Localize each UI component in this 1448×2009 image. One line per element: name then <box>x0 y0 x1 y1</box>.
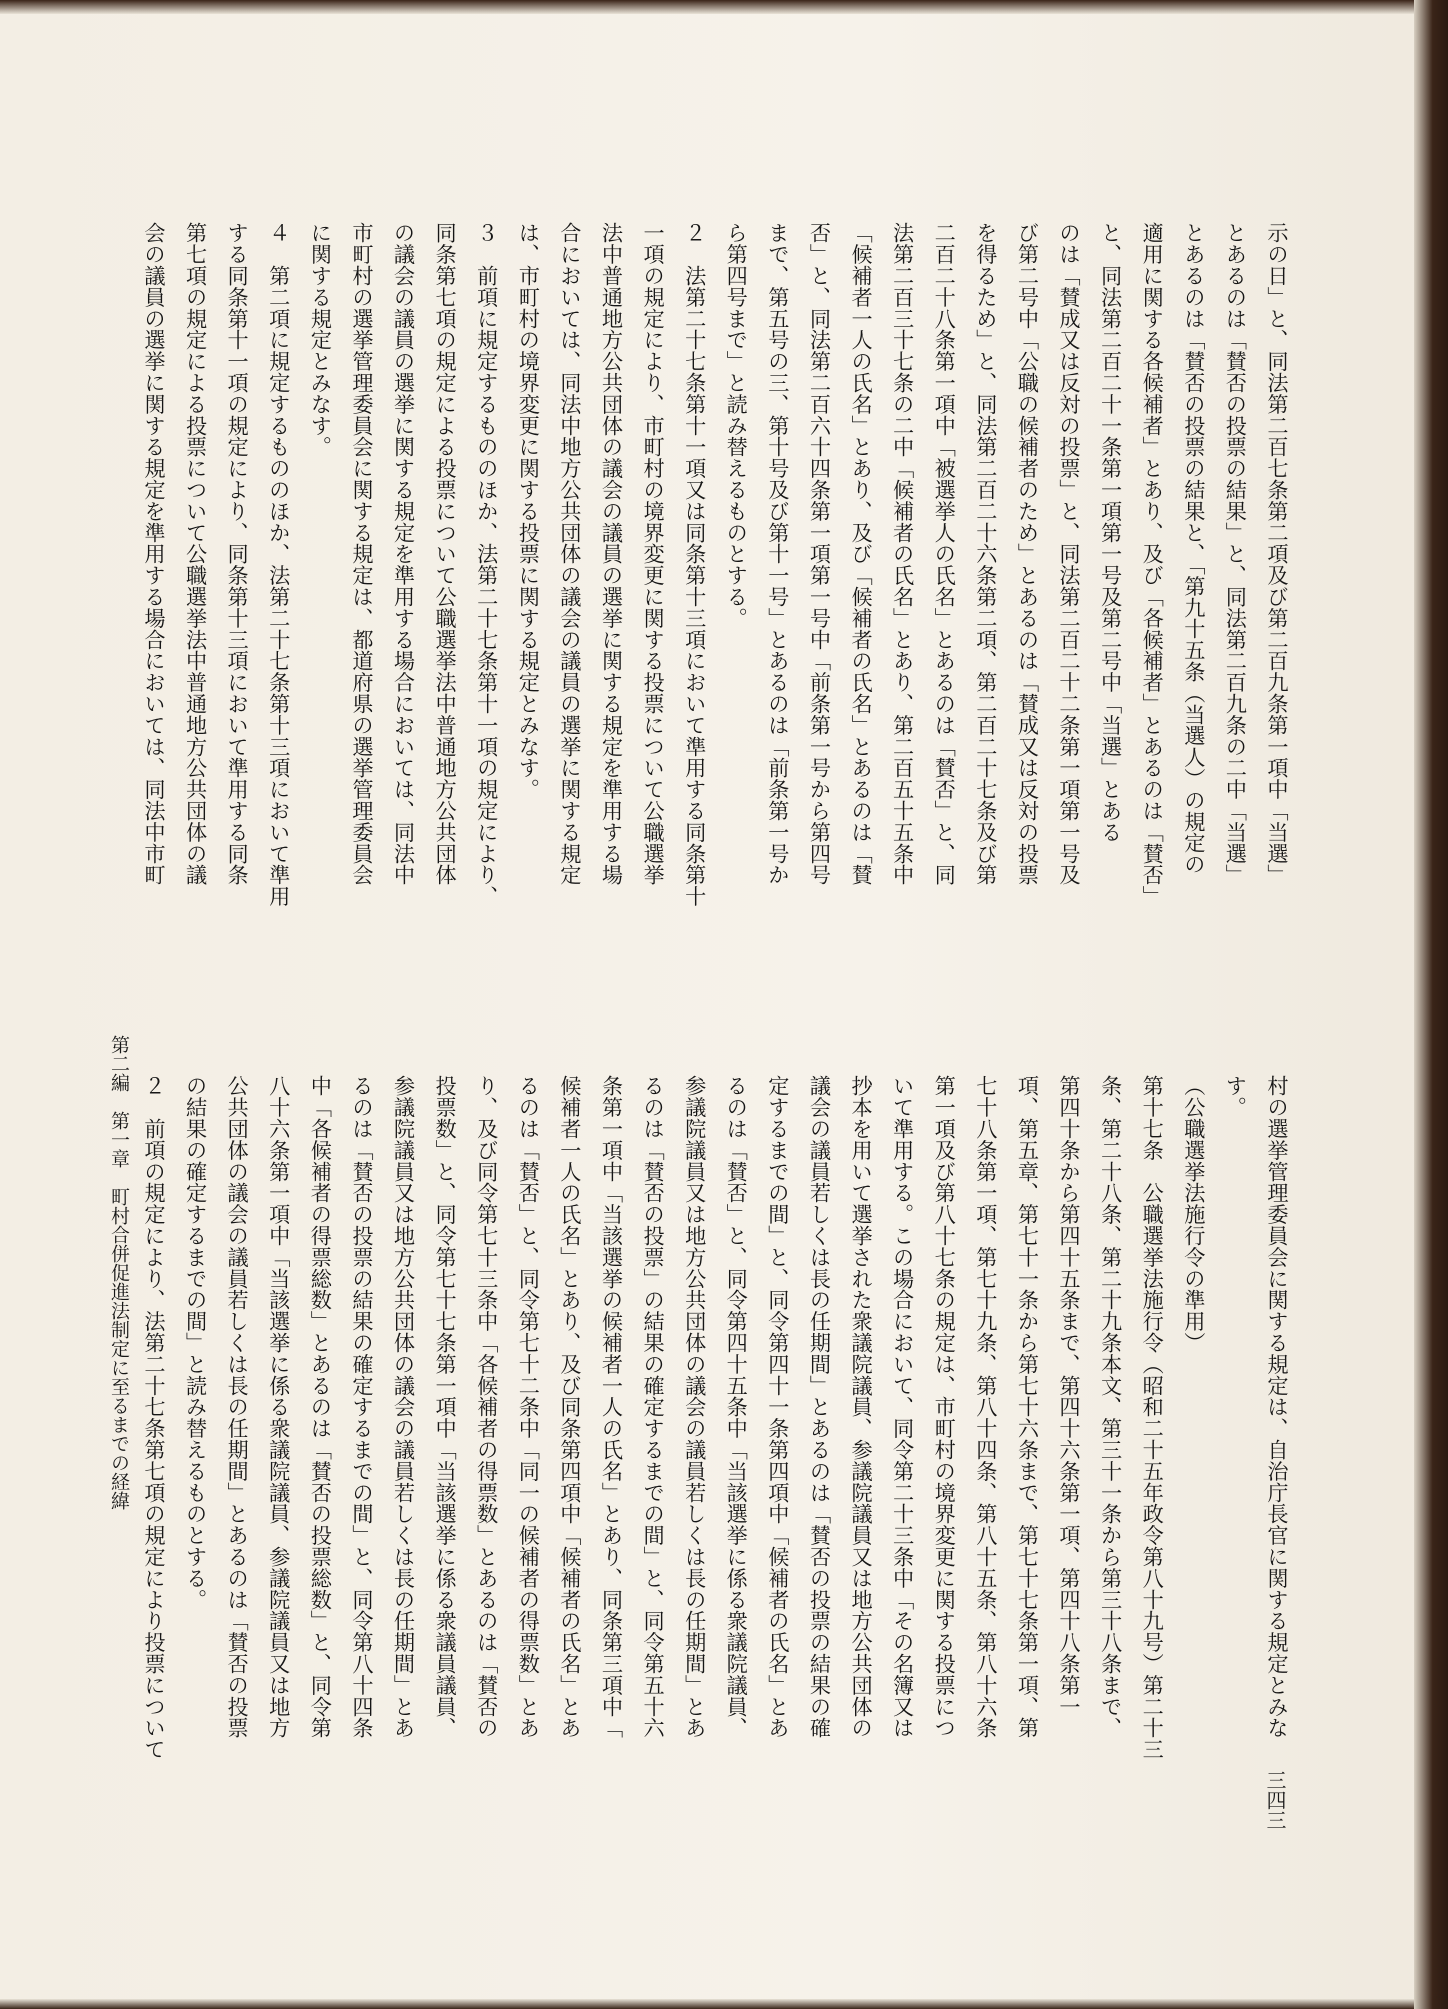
text-line: 市町村の選挙管理委員会に関する規定は、都道府県の選挙管理委員会 <box>349 222 375 886</box>
text-line: 法中普通地方公共団体の議会の議員の選挙に関する規定を準用する場 <box>599 222 625 886</box>
text-line: ら第四号まで」と読み替えるものとする。 <box>724 222 750 629</box>
text-line: 参議院議員又は地方公共団体の議会の議員若しくは長の任期間」とあ <box>391 1075 417 1739</box>
text-line: 会の議員の選挙に関する規定を準用する場合においては、同法中市町 <box>141 222 167 886</box>
text-line: 七十八条第一項、第七十九条、第八十四条、第八十五条、第八十六条 <box>973 1075 999 1739</box>
numbered-paragraph-line: ２ 前項の規定により、法第二十七条第七項の規定により投票について <box>141 1075 167 1760</box>
text-line: のは「賛成又は反対の投票」と、同法第二百二十二条第一項第一号及 <box>1057 222 1083 886</box>
text-line: り、及び同令第七十三条中「各候補者の得票数」とあるのは「賛否の <box>474 1075 500 1739</box>
text-line: 抄本を用いて選挙された衆議院議員、参議院議員又は地方公共団体の <box>849 1075 875 1739</box>
text-line: 一項の規定により、市町村の境界変更に関する投票について公職選挙 <box>641 222 667 886</box>
text-line: いて準用する。この場合において、同令第二十三条中「その名簿又は <box>890 1075 916 1739</box>
text-line: （公職選挙法施行令の準用） <box>1181 1075 1207 1354</box>
text-line: の議会の議員の選挙に関する規定を準用する場合においては、同法中 <box>391 222 417 886</box>
text-line: るのは「賛否の投票の結果の確定するまでの間」と、同令第八十四条 <box>349 1075 375 1739</box>
text-line: 中「各候補者の得票総数」とあるのは「賛否の投票総数」と、同令第 <box>308 1075 334 1739</box>
text-line: まで、第五号の三、第十号及び第十一号」とあるのは「前条第一号か <box>765 222 791 886</box>
text-line: 同条第七項の規定による投票について公職選挙法中普通地方公共団体 <box>433 222 459 886</box>
text-line: は、市町村の境界変更に関する投票に関する規定とみなす。 <box>516 222 542 800</box>
text-line: るのは「賛否」と、同令第七十二条中「同一の候補者の得票数」とあ <box>516 1075 542 1739</box>
scan-edge-right <box>1414 0 1448 2009</box>
text-line: 投票数」と、同令第七十七条第一項中「当該選挙に係る衆議員議員、 <box>433 1075 459 1739</box>
running-head: 第二編 第一章 町村合併促進法制定に至るまでの経緯 <box>108 1035 130 1510</box>
text-line: るのは「賛否」と、同令第四十五条中「当該選挙に係る衆議院議員、 <box>724 1075 750 1739</box>
text-line: 示の日」と、同法第二百七条第二項及び第二百九条第一項中「当選」 <box>1265 222 1290 886</box>
text-line: の結果の確定するまでの間」と読み替えるものとする。 <box>183 1075 209 1610</box>
text-line: 二百二十八条第一項中「被選挙人の氏名」とあるのは「賛否」と、同 <box>932 222 958 886</box>
text-line: する同条第十一項の規定により、同条第十三項において準用する同条 <box>225 222 251 886</box>
text-line: す。 <box>1223 1075 1249 1118</box>
numbered-paragraph-line: ４ 第二項に規定するもののほか、法第二十七条第十三項において準用 <box>266 222 292 907</box>
text-line: 議会の議員若しくは長の任期間」とあるのは「賛否の投票の結果の確 <box>807 1075 833 1739</box>
text-line: 項、第五章、第七十一条から第七十六条まで、第七十七条第一項、第 <box>1015 1075 1041 1739</box>
text-line: 条、第二十八条、第二十九条本文、第三十一条から第三十八条まで、 <box>1098 1075 1124 1739</box>
lower-text-block <box>141 1075 1298 1890</box>
numbered-paragraph-line: ２ 法第二十七条第十一項又は同条第十三項において準用する同条第十 <box>682 222 708 907</box>
text-line: 第四十条から第四十五条まで、第四十六条第一項、第四十八条第一 <box>1057 1075 1083 1717</box>
text-line: 参議院議員又は地方公共団体の議会の議員若しくは長の任期間」とあ <box>682 1075 708 1739</box>
text-line: 定するまでの間」と、同令第四十一条第四項中「候補者の氏名」とあ <box>765 1075 791 1739</box>
text-line: び第二号中「公職の候補者のため」とあるのは「賛成又は反対の投票 <box>1015 222 1041 886</box>
text-line: 候補者一人の氏名」とあり、及び同条第四項中「候補者の氏名」とあ <box>557 1075 583 1739</box>
text-line: 条第一項中「当該選挙の候補者一人の氏名」とあり、同条第三項中「 <box>599 1075 625 1739</box>
text-line: とあるのは「賛否の投票の結果」と、同法第二百九条の二中「当選」 <box>1223 222 1249 886</box>
text-line: 八十六条第一項中「当該選挙に係る衆議院議員、参議院議員又は地方 <box>266 1075 292 1739</box>
text-line: 否」と、同法第二百六十四条第一項第一号中「前条第一号から第四号 <box>807 222 833 886</box>
text-line: 第十七条 公職選挙法施行令（昭和二十五年政令第八十九号）第二十三 <box>1140 1075 1166 1760</box>
text-line: とあるのは「賛否の投票の結果と、「第九十五条（当選人）の規定の <box>1181 222 1207 875</box>
scan-edge-top <box>0 0 1448 14</box>
text-line: 第七項の規定による投票について公職選挙法中普通地方公共団体の議 <box>183 222 209 886</box>
text-line: 公共団体の議会の議員若しくは長の任期間」とあるのは「賛否の投票 <box>225 1075 251 1739</box>
text-line: 「候補者一人の氏名」とあり、及び「候補者の氏名」とあるのは「賛 <box>849 222 875 886</box>
text-line: 法第二百三十七条の二中「候補者の氏名」とあり、第二百五十五条中 <box>890 222 916 886</box>
text-line: るのは「賛否の投票」の結果の確定するまでの間」と、同令第五十六 <box>641 1075 667 1739</box>
text-line: 合においては、同法中地方公共団体の議会の議員の選挙に関する規定 <box>557 222 583 886</box>
text-line: に関する規定とみなす。 <box>308 222 334 458</box>
page-number: 三四三 <box>1263 1770 1287 1830</box>
text-line: 適用に関する各候補者」とあり、及び「各候補者」とあるのは「賛否」 <box>1140 222 1166 907</box>
scan-edge-bottom <box>0 1999 1448 2009</box>
numbered-paragraph-line: ３ 前項に規定するもののほか、法第二十七条第十一項の規定により、 <box>474 222 500 907</box>
text-line: を得るため」と、同法第二百二十六条第二項、第二百二十七条及び第 <box>973 222 999 886</box>
text-line: と、同法第二百二十一条第一項第一号及第二号中「当選」とある <box>1098 222 1124 843</box>
text-line: 第一項及び第八十七条の規定は、市町村の境界変更に関する投票につ <box>932 1075 958 1739</box>
text-line: 村の選挙管理委員会に関する規定は、自治庁長官に関する規定とみな <box>1265 1075 1290 1739</box>
upper-text-block <box>141 222 1298 1037</box>
